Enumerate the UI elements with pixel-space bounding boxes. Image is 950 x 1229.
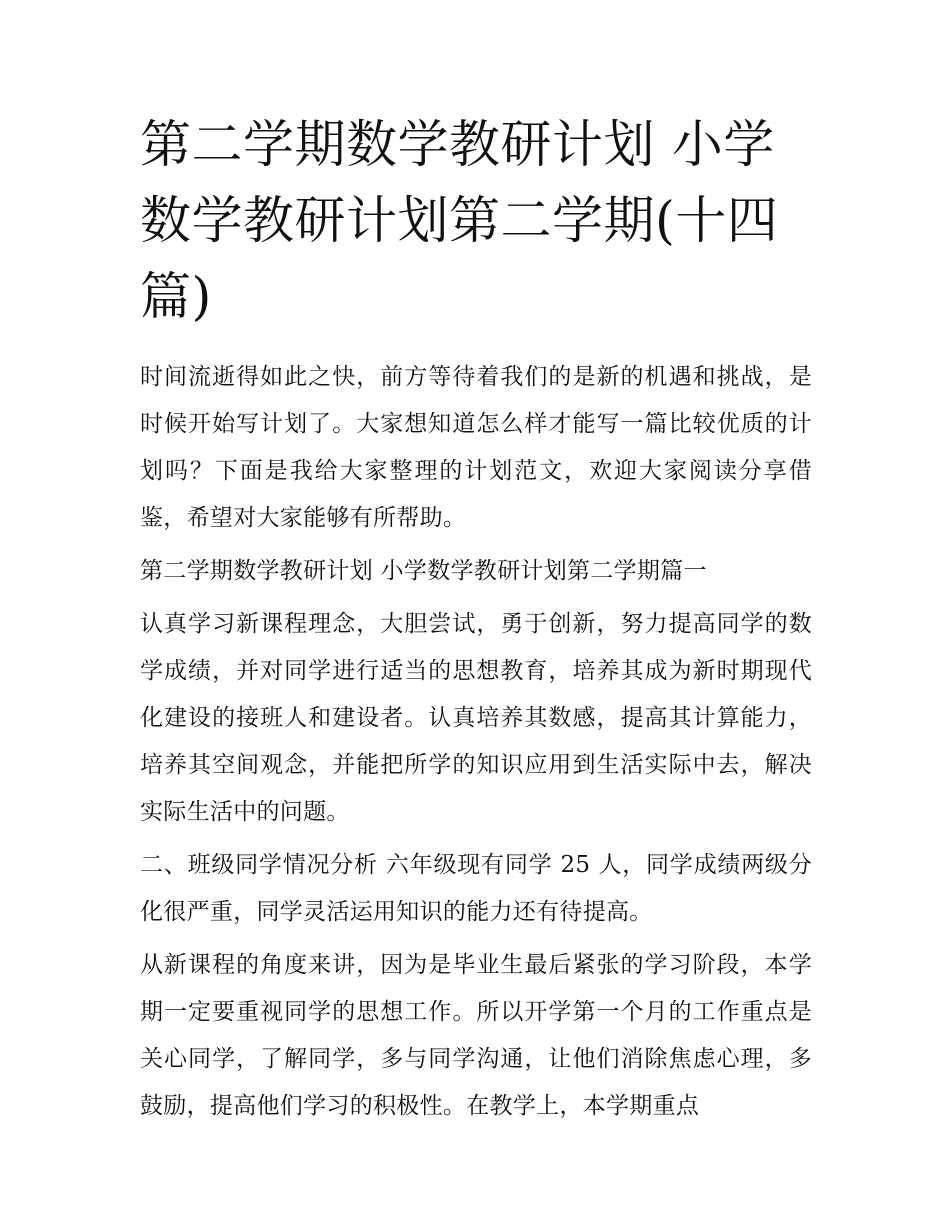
- document-title: 第二学期数学教研计划 小学数学教研计划第二学期(十四篇): [140, 116, 779, 327]
- document-body: [140, 108, 812, 1136]
- section-heading: 第二学期数学教研计划 小学数学教研计划第二学期篇一: [140, 558, 707, 584]
- body-paragraph-2: 二、班级同学情况分析 六年级现有同学 25 人，同学成绩两级分化很严重，同学灵活运用知识的能力还有待提高。: [140, 852, 812, 925]
- body-paragraph-1: 认真学习新课程理念，大胆尝试，勇于创新，努力提高同学的数学成绩，并对同学进行适当的思想教育，培养其成为新时期现代化建设的接班人和建设者。认真培养其数感，提高其计算能力，培养其空间观念，并能把所学的知识应用到生活实际中去，解决实际生活中的问题。: [140, 611, 812, 825]
- body-paragraph-3: 从新课程的角度来讲，因为是毕业生最后紧张的学习阶段，本学期一定要重视同学的思想工作。所以开学第一个月的工作重点是关心同学，了解同学，多与同学沟通，让他们消除焦虑心理，多鼓励，提高他们学习的积极性。在教学上，本学期重点: [140, 952, 812, 1119]
- intro-paragraph: 时间流逝得如此之快，前方等待着我们的是新的机遇和挑战，是时候开始写计划了。大家想知道怎么样才能写一篇比较优质的计划吗？下面是我给大家整理的计划范文，欢迎大家阅读分享借鉴，希望对大家能够有所帮助。: [140, 364, 812, 531]
